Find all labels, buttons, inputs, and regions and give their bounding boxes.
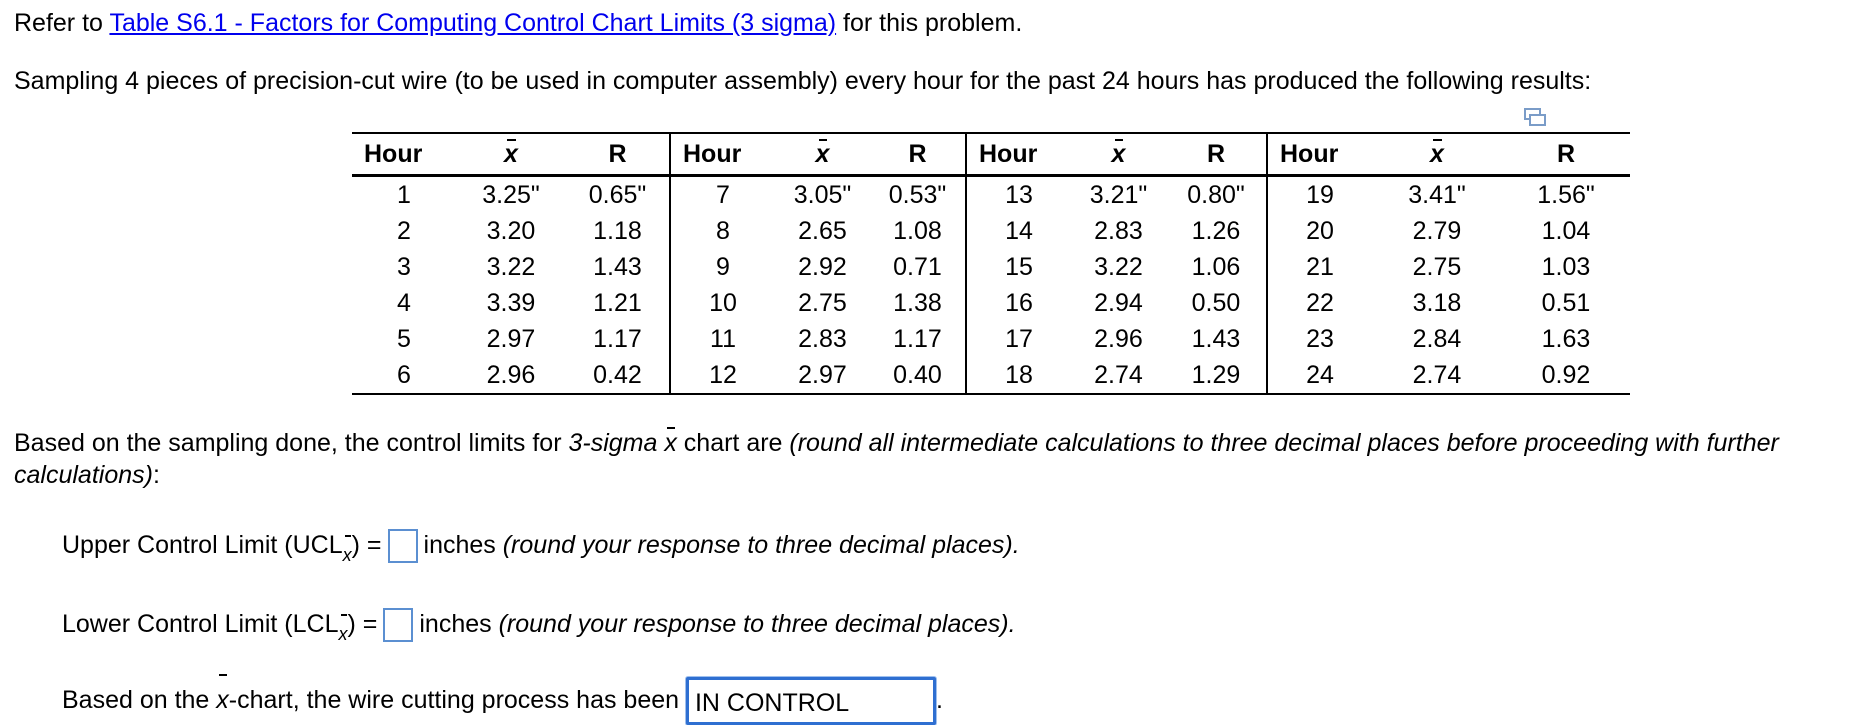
cell-r: 1.43 — [1191, 324, 1241, 353]
cell-hour: 22 — [1267, 285, 1372, 321]
cell-xbar: 2.83 — [798, 324, 847, 353]
cell-hour: 24 — [1267, 357, 1372, 394]
cell-hour: 18 — [966, 357, 1071, 394]
table-row — [352, 213, 1630, 249]
cell-xbar: 3.39 — [486, 288, 536, 317]
question-line2-italic: calculations) — [14, 461, 153, 489]
cell-hour: 13 — [966, 176, 1071, 214]
cell-xbar: 2.75 — [1412, 252, 1462, 281]
cell-xbar: 2.74 — [1071, 357, 1166, 394]
table-row — [352, 285, 1630, 321]
header-hour: Hour — [352, 133, 456, 176]
cell-r: 0.40 — [870, 357, 966, 394]
header-hour: Hour — [966, 133, 1071, 176]
question-sigma: 3-sigma — [568, 429, 658, 457]
cell-xbar: 3.18 — [1412, 288, 1462, 317]
cell-hour: 9 — [670, 249, 775, 285]
cell-r: 0.51 — [1541, 288, 1591, 317]
header-xbar — [1071, 133, 1166, 176]
cell-hour: 17 — [966, 321, 1071, 357]
table-row — [352, 249, 1630, 285]
ucl-subscript — [343, 545, 352, 565]
data-table — [352, 132, 1630, 395]
cell-xbar: 2.94 — [1094, 288, 1143, 317]
cell-xbar: 3.22 — [486, 252, 536, 281]
xbar-symbol: x — [1430, 139, 1444, 168]
final-prefix: Based on the — [62, 686, 217, 714]
cell-r: 1.03 — [1541, 252, 1591, 281]
header-r: R — [1502, 133, 1630, 176]
cell-xbar: 3.20 — [486, 216, 536, 245]
cell-r: 0.80" — [1187, 180, 1245, 209]
cell-hour: 4 — [397, 288, 411, 317]
cell-xbar: 2.96 — [1094, 324, 1143, 353]
lcl-close: ) = — [347, 610, 378, 638]
lcl-row — [62, 604, 1016, 646]
cell-xbar: 2.84 — [1412, 324, 1462, 353]
cell-xbar: 2.83 — [1094, 216, 1143, 245]
cell-xbar: 2.74 — [1372, 357, 1502, 394]
cell-xbar: 3.21" — [1089, 180, 1148, 209]
table-row — [352, 176, 1630, 214]
cell-r: 1.63 — [1541, 324, 1591, 353]
cell-xbar: 2.79 — [1412, 216, 1462, 245]
xbar-symbol: x — [815, 139, 830, 168]
ucl-xbar: x — [343, 535, 352, 575]
cell-hour: 21 — [1267, 249, 1372, 285]
lcl-subscript — [339, 624, 348, 644]
lcl-unit: inches — [419, 610, 499, 638]
header-hour: Hour — [670, 133, 775, 176]
cell-r: 1.17 — [893, 324, 942, 353]
cell-xbar: 2.75 — [798, 288, 847, 317]
cell-xbar: 2.65 — [798, 216, 847, 245]
popout-icon[interactable] — [1524, 108, 1546, 126]
cell-xbar: 2.97 — [486, 324, 536, 353]
table-header-row — [352, 133, 1630, 176]
table-s6-1-link[interactable]: Table S6.1 - Factors for Computing Control Chart Limits (3 sigma) — [109, 9, 837, 37]
cell-r: 1.21 — [593, 288, 642, 317]
cell-hour: 1 — [397, 180, 411, 209]
cell-hour: 16 — [966, 285, 1071, 321]
cell-r: 0.50 — [1191, 288, 1241, 317]
cell-r: 0.92 — [1502, 357, 1630, 394]
cell-hour: 19 — [1267, 176, 1372, 214]
cell-hour: 14 — [966, 213, 1071, 249]
header-hour: Hour — [1267, 133, 1372, 176]
cell-hour: 6 — [352, 357, 456, 394]
question-line-1 — [14, 428, 1779, 458]
question-line2-end: : — [152, 461, 160, 489]
cell-hour: 11 — [670, 321, 775, 357]
table-row — [352, 357, 1630, 394]
cell-r: 1.06 — [1191, 252, 1241, 281]
lcl-label: Lower Control Limit (LCL — [62, 610, 339, 638]
xbar-symbol: x — [1111, 139, 1126, 168]
ucl-close: ) = — [351, 531, 382, 559]
ucl-row — [62, 525, 1020, 567]
cell-xbar: 2.97 — [775, 357, 870, 394]
cell-r: 1.17 — [593, 324, 642, 353]
lcl-note: (round your response to three decimal places). — [498, 610, 1016, 638]
lcl-xbar: x — [339, 614, 348, 654]
cell-r: 0.53" — [888, 180, 947, 209]
lcl-answer-input[interactable] — [383, 608, 413, 642]
header-r: R — [566, 133, 670, 176]
sampling-text: Sampling 4 pieces of precision-cut wire (to be used in computer assembly) every hour for the past 24 hours has produced the following results: — [14, 67, 1592, 95]
question-part2: chart are — [676, 429, 790, 457]
cell-xbar: 3.25" — [482, 180, 540, 209]
cell-r: 1.56" — [1537, 180, 1595, 209]
header-r: R — [870, 133, 966, 176]
intro-line — [14, 8, 1022, 38]
header-xbar — [456, 133, 566, 176]
cell-r: 1.43 — [593, 252, 642, 281]
cell-hour: 20 — [1267, 213, 1372, 249]
ucl-label: Upper Control Limit (UCL — [62, 531, 343, 559]
final-xbar: x — [216, 675, 229, 725]
cell-r: 0.42 — [566, 357, 670, 394]
header-xbar — [1372, 133, 1502, 176]
cell-r: 0.71 — [893, 252, 942, 281]
header-xbar — [775, 133, 870, 176]
cell-xbar: 2.92 — [798, 252, 847, 281]
cell-r: 1.29 — [1166, 357, 1267, 394]
cell-r: 1.26 — [1191, 216, 1241, 245]
cell-hour: 10 — [670, 285, 775, 321]
header-r: R — [1166, 133, 1267, 176]
intro-suffix: for this problem. — [836, 9, 1023, 37]
cell-xbar: 3.05" — [793, 180, 852, 209]
cell-r: 1.18 — [593, 216, 642, 245]
cell-xbar: 2.96 — [456, 357, 566, 394]
table-body — [352, 176, 1630, 395]
cell-hour: 3 — [397, 252, 411, 281]
final-middle: -chart, the wire cutting process has been — [228, 686, 686, 714]
ucl-note: (round your response to three decimal places). — [502, 531, 1020, 559]
ucl-answer-input[interactable] — [388, 529, 418, 563]
cell-hour: 8 — [670, 213, 775, 249]
xbar-symbol: x — [504, 139, 518, 168]
cell-hour: 15 — [966, 249, 1071, 285]
process-status-select[interactable]: IN CONTROL — [686, 677, 936, 725]
question-line-2 — [14, 460, 160, 490]
cell-r: 0.65" — [588, 180, 647, 209]
ucl-unit: inches — [423, 531, 503, 559]
cell-hour: 12 — [670, 357, 775, 394]
table-row — [352, 321, 1630, 357]
cell-hour: 23 — [1267, 321, 1372, 357]
cell-hour: 5 — [397, 324, 411, 353]
final-end: . — [935, 686, 943, 714]
cell-xbar: 3.41" — [1408, 180, 1466, 209]
cell-r: 1.38 — [893, 288, 942, 317]
question-xbar: x — [664, 429, 677, 457]
cell-xbar: 3.22 — [1094, 252, 1143, 281]
cell-r: 1.04 — [1541, 216, 1591, 245]
intro-prefix: Refer to — [14, 9, 110, 37]
cell-hour: 7 — [670, 176, 775, 214]
question-note: (round all intermediate calculations to three decimal places before proceeding with further — [789, 429, 1779, 457]
cell-r: 1.08 — [893, 216, 942, 245]
cell-hour: 2 — [397, 216, 411, 245]
question-part1: Based on the sampling done, the control limits for — [14, 429, 569, 457]
